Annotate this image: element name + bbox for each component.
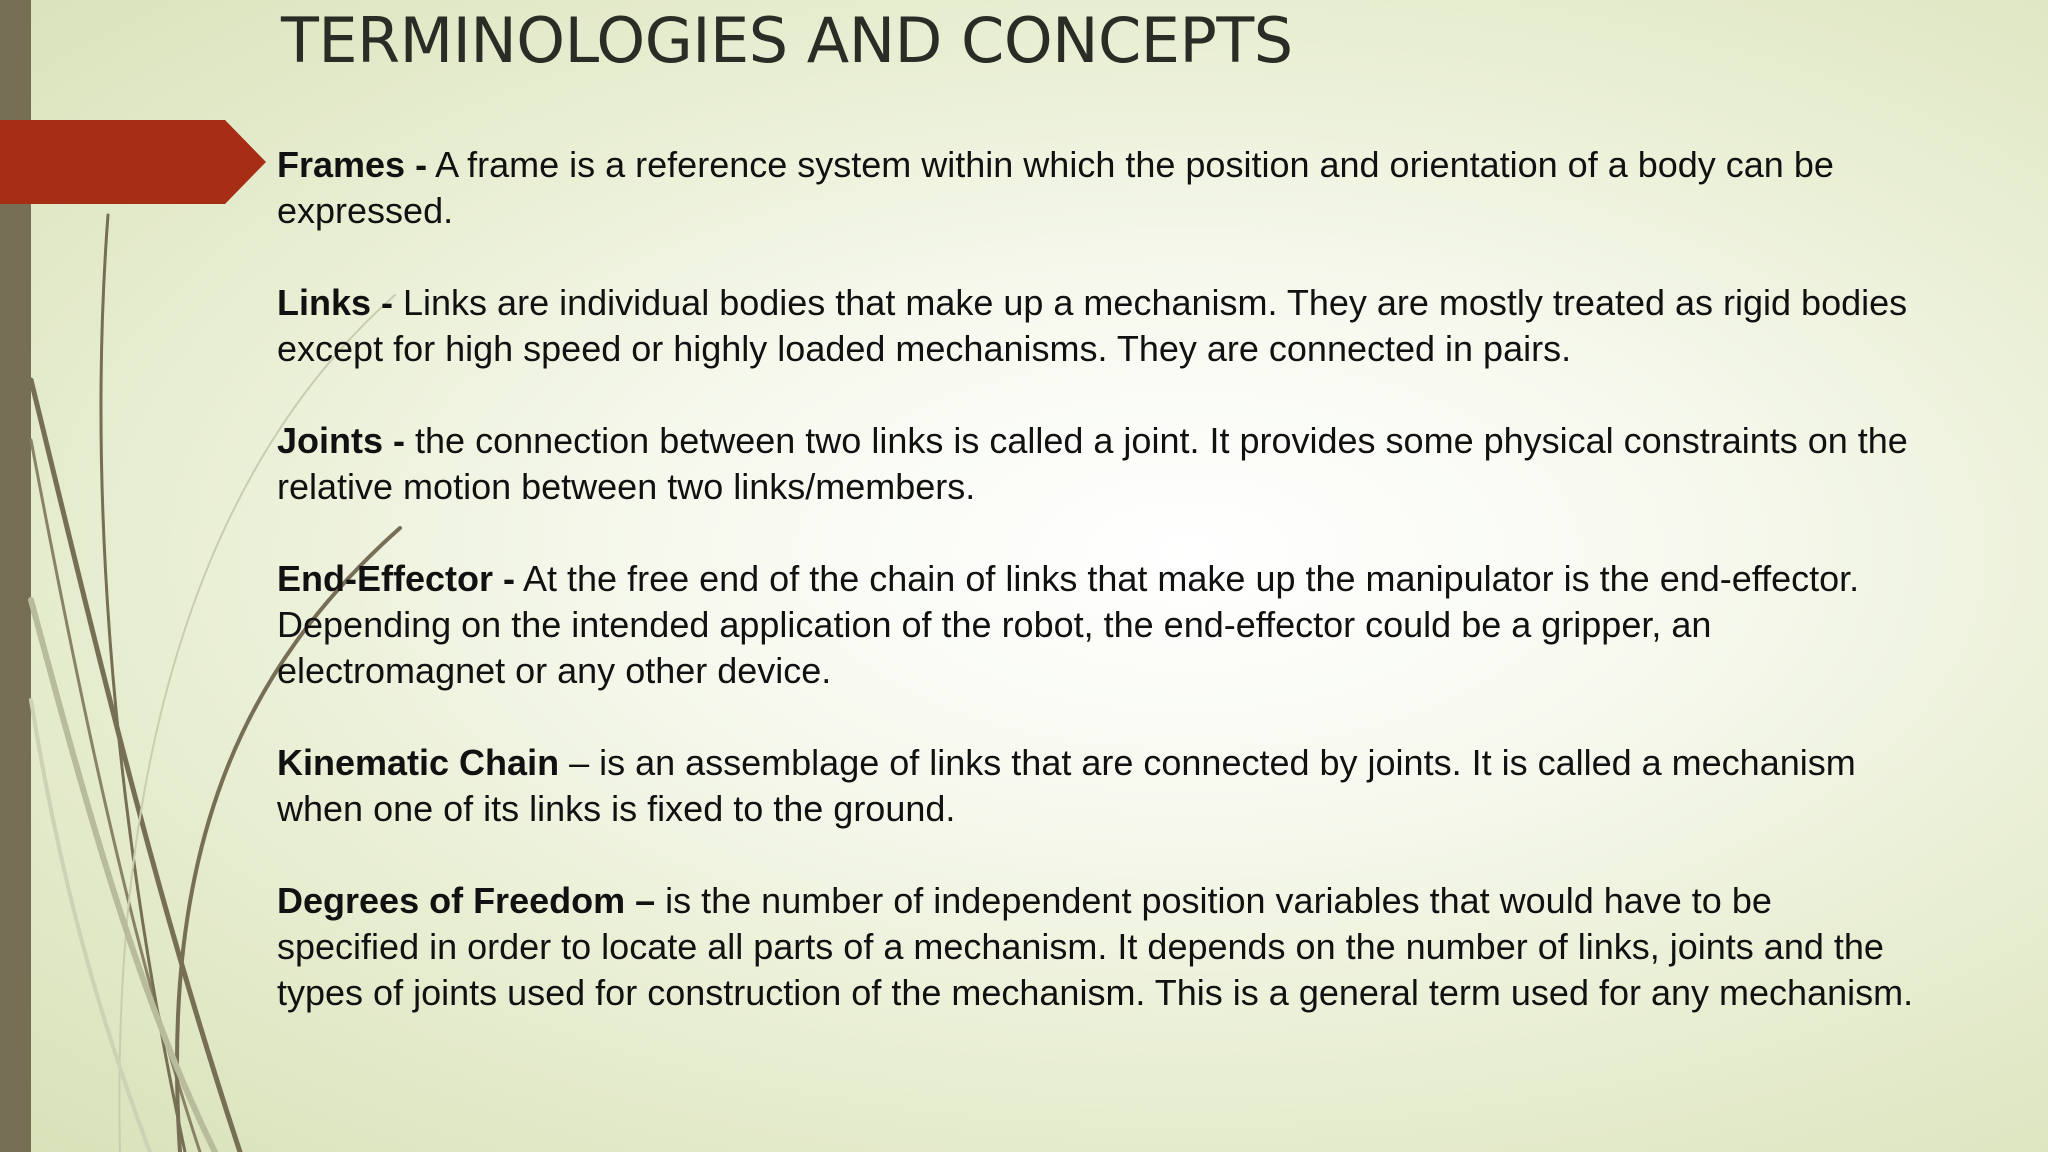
terms-list (277, 142, 1917, 1062)
term-end-effector (277, 556, 1917, 694)
term-definition: – is an assemblage of links that are connected by joints. It is called a mechanism when one of its links is fixed to the ground. (277, 742, 1856, 829)
grass-curve-7 (31, 700, 150, 1152)
grass-curve-2 (31, 440, 200, 1152)
term-label: End-Effector - (277, 558, 515, 599)
term-frames (277, 142, 1917, 234)
term-label: Links - (277, 282, 394, 323)
term-definition: Links are individual bodies that make up a mechanism. They are mostly treated as rigid bodies except for high speed or highly loaded mechanisms. They are connected in pairs. (277, 282, 1908, 369)
term-definition: the connection between two links is called a joint. It provides some physical constraints on the relative motion between two links/members. (277, 420, 1908, 507)
term-definition: is the number of independent position variables that would have to be specified in order to locate all parts of a mechanism. It depends on the number of links, joints and the types of joints used for construction of the mechanism. This is a general term used for any mechanism. (277, 880, 1914, 1013)
section-arrow-marker (0, 120, 266, 204)
grass-curve-3 (101, 215, 185, 1152)
term-label: Joints - (277, 420, 406, 461)
term-label: Kinematic Chain (277, 742, 560, 783)
term-definition: At the free end of the chain of links that make up the manipulator is the end-effector. Depending on the intended application of the robot, the end-effector could be a gripper, an electromagnet or any other device. (277, 558, 1860, 691)
slide-title: TERMINOLOGIES AND CONCEPTS (281, 4, 1293, 77)
term-label: Frames - (277, 144, 428, 185)
term-kinematic-chain (277, 740, 1917, 832)
term-label: Degrees of Freedom – (277, 880, 656, 921)
term-definition: A frame is a reference system within which the position and orientation of a body can be expressed. (277, 144, 1834, 231)
term-joints (277, 418, 1917, 510)
term-degrees-of-freedom (277, 878, 1917, 1016)
term-links (277, 280, 1917, 372)
grass-curve-1 (31, 380, 240, 1152)
